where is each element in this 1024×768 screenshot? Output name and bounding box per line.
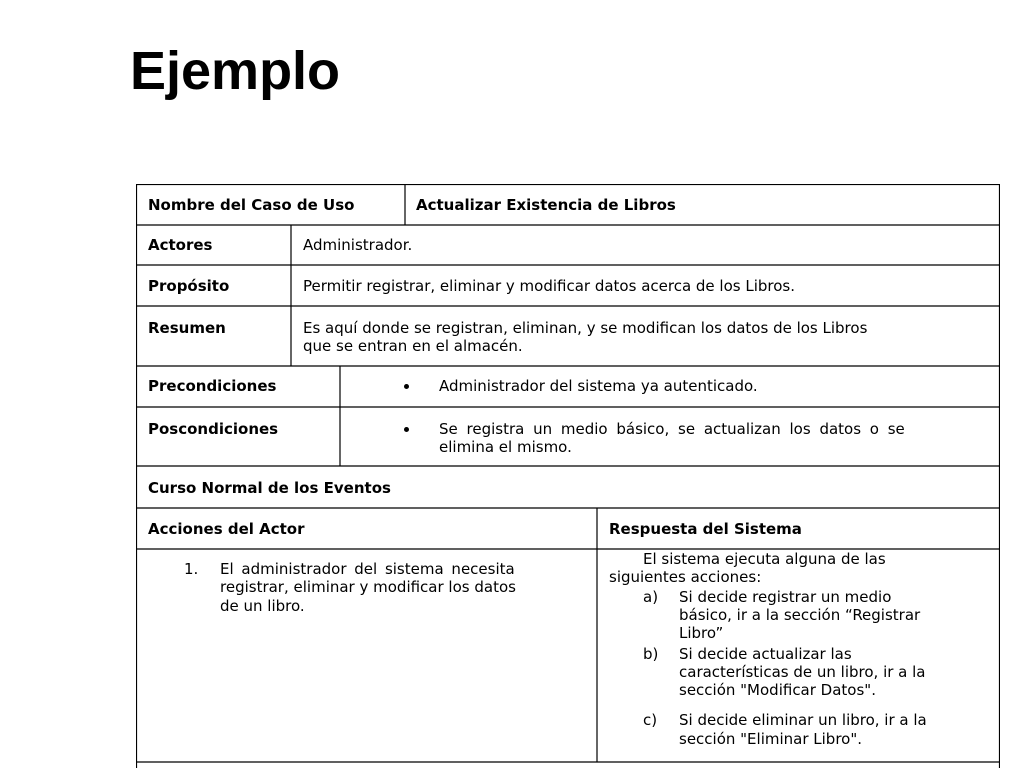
summary-label: Resumen bbox=[148, 319, 226, 337]
option-line2: básico, ir a la sección “Registrar bbox=[679, 606, 921, 624]
option-line1: Si decide actualizar las bbox=[679, 645, 852, 663]
actors-value: Administrador. bbox=[303, 236, 413, 254]
option-letter: b) bbox=[643, 645, 659, 663]
bullet-icon bbox=[404, 384, 409, 389]
summary-value-line1: Es aquí donde se registran, eliminan, y se modifican los datos de los Libros bbox=[303, 319, 868, 337]
normal-flow-label: Curso Normal de los Eventos bbox=[148, 479, 391, 497]
preconditions-label: Precondiciones bbox=[148, 377, 277, 395]
list-item-line3: de un libro. bbox=[220, 597, 305, 615]
system-response-intro-line1: El sistema ejecuta alguna de las bbox=[643, 550, 886, 568]
list-item-line1: El administrador del sistema necesita bbox=[220, 560, 515, 578]
option-line2: características de un libro, ir a la bbox=[679, 663, 926, 681]
option-line1: Si decide registrar un medio bbox=[679, 588, 892, 606]
preconditions-value: Administrador del sistema ya autenticado. bbox=[439, 377, 758, 395]
postconditions-label: Poscondiciones bbox=[148, 420, 279, 438]
use-case-name-value: Actualizar Existencia de Libros bbox=[416, 196, 676, 214]
option-letter: c) bbox=[643, 711, 658, 729]
use-case-name-label: Nombre del Caso de Uso bbox=[148, 196, 355, 214]
actors-label: Actores bbox=[148, 236, 213, 254]
actor-actions-header: Acciones del Actor bbox=[148, 520, 305, 538]
purpose-value: Permitir registrar, eliminar y modificar datos acerca de los Libros. bbox=[303, 277, 795, 295]
option-line3: Libro” bbox=[679, 624, 724, 642]
option-line3: sección "Modificar Datos". bbox=[679, 681, 876, 699]
postconditions-value-line2: elimina el mismo. bbox=[439, 438, 572, 456]
postconditions-value-line1: Se registra un medio básico, se actualizan los datos o se bbox=[439, 420, 905, 438]
bullet-icon bbox=[404, 427, 409, 432]
list-item-line2: registrar, eliminar y modificar los datos bbox=[220, 578, 516, 596]
option-line2: sección "Eliminar Libro". bbox=[679, 730, 863, 748]
option-letter: a) bbox=[643, 588, 659, 606]
purpose-label: Propósito bbox=[148, 277, 230, 295]
option-line1: Si decide eliminar un libro, ir a la bbox=[679, 711, 927, 729]
slide-title: Ejemplo bbox=[130, 41, 341, 101]
system-response-intro-line2: siguientes acciones: bbox=[609, 568, 762, 586]
system-response-header: Respuesta del Sistema bbox=[609, 520, 802, 538]
list-item-number: 1. bbox=[184, 560, 199, 578]
summary-value-line2: que se entran en el almacén. bbox=[303, 337, 523, 355]
